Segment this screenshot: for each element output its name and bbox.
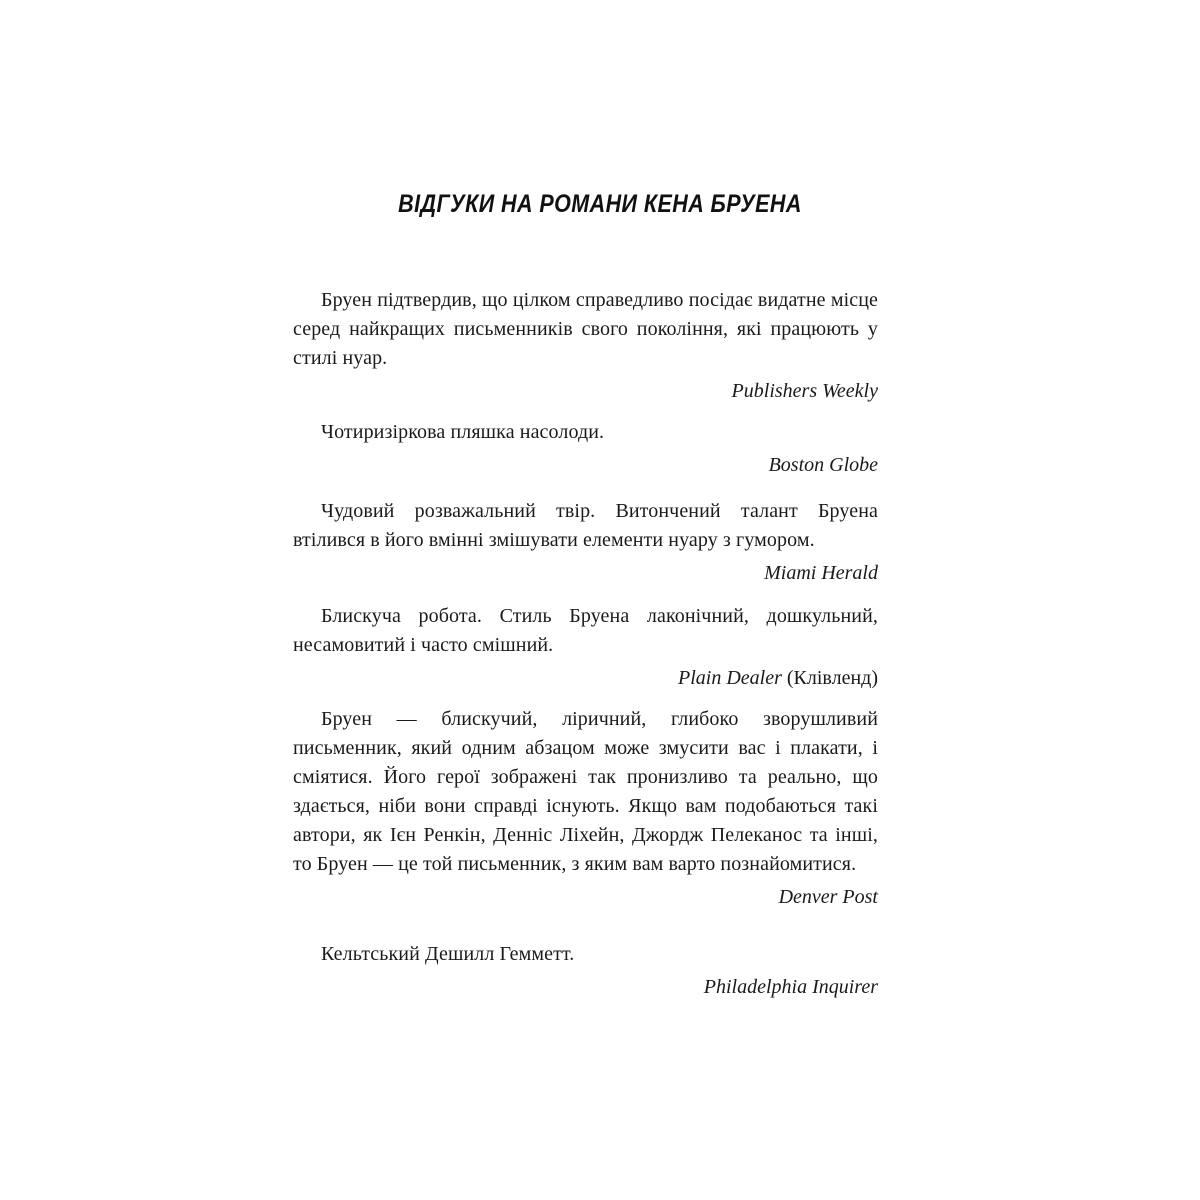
review-quote: Чотиризіркова пляшка насолоди. bbox=[321, 421, 605, 443]
review-source bbox=[293, 883, 878, 912]
review-source bbox=[293, 664, 878, 693]
review-source bbox=[293, 451, 878, 480]
review-block bbox=[293, 418, 878, 480]
review-source-name: Plain Dealer bbox=[678, 667, 782, 689]
review-source bbox=[293, 559, 878, 588]
review-source bbox=[293, 973, 878, 1002]
review-source-name: Philadelphia Inquirer bbox=[703, 976, 878, 998]
review-source-name: Denver Post bbox=[778, 886, 878, 908]
review-block bbox=[293, 602, 878, 693]
review-source bbox=[293, 377, 878, 406]
review-source-name: Miami Herald bbox=[764, 562, 878, 584]
review-quote: Бруен підтвердив, що цілком справедливо посідає видатне місце серед найкращих письменників свого покоління, які працюють у стилі нуар. bbox=[293, 289, 878, 369]
review-block bbox=[293, 705, 878, 912]
review-source-name: Publishers Weekly bbox=[731, 380, 878, 402]
review-quote: Кельтський Дешилл Гемметт. bbox=[321, 943, 575, 965]
review-block bbox=[293, 940, 878, 1002]
review-source-suffix: (Клівленд) bbox=[781, 667, 878, 689]
page-title: ВІДГУКИ НА РОМАНИ КЕНА БРУЕНА bbox=[398, 190, 802, 218]
review-quote: Чудовий розважальний твір. Витончений талант Бруена втілився в його вмінні змішувати елементи нуару з гумором. bbox=[293, 500, 878, 551]
review-block bbox=[293, 497, 878, 588]
review-quote: Блискуча робота. Стиль Бруена лаконічний, дошкульний, несамовитий і часто смішний. bbox=[293, 605, 878, 656]
review-block bbox=[293, 286, 878, 406]
review-source-name: Boston Globe bbox=[768, 454, 878, 476]
review-quote: Бруен — блискучий, ліричний, глибоко зворушливий письменник, який одним абзацом може змусити вас і плакати, і сміятися. Його герої зображені так пронизливо та реально, що здається, ніби вони справді існують. Якщо вам подобаються такі автори, як Ієн Ренкін, Денніс Ліхейн, Джордж Пелеканос та інші, то Бруен — це той письменник, з яким вам варто познайомитися. bbox=[293, 708, 878, 875]
